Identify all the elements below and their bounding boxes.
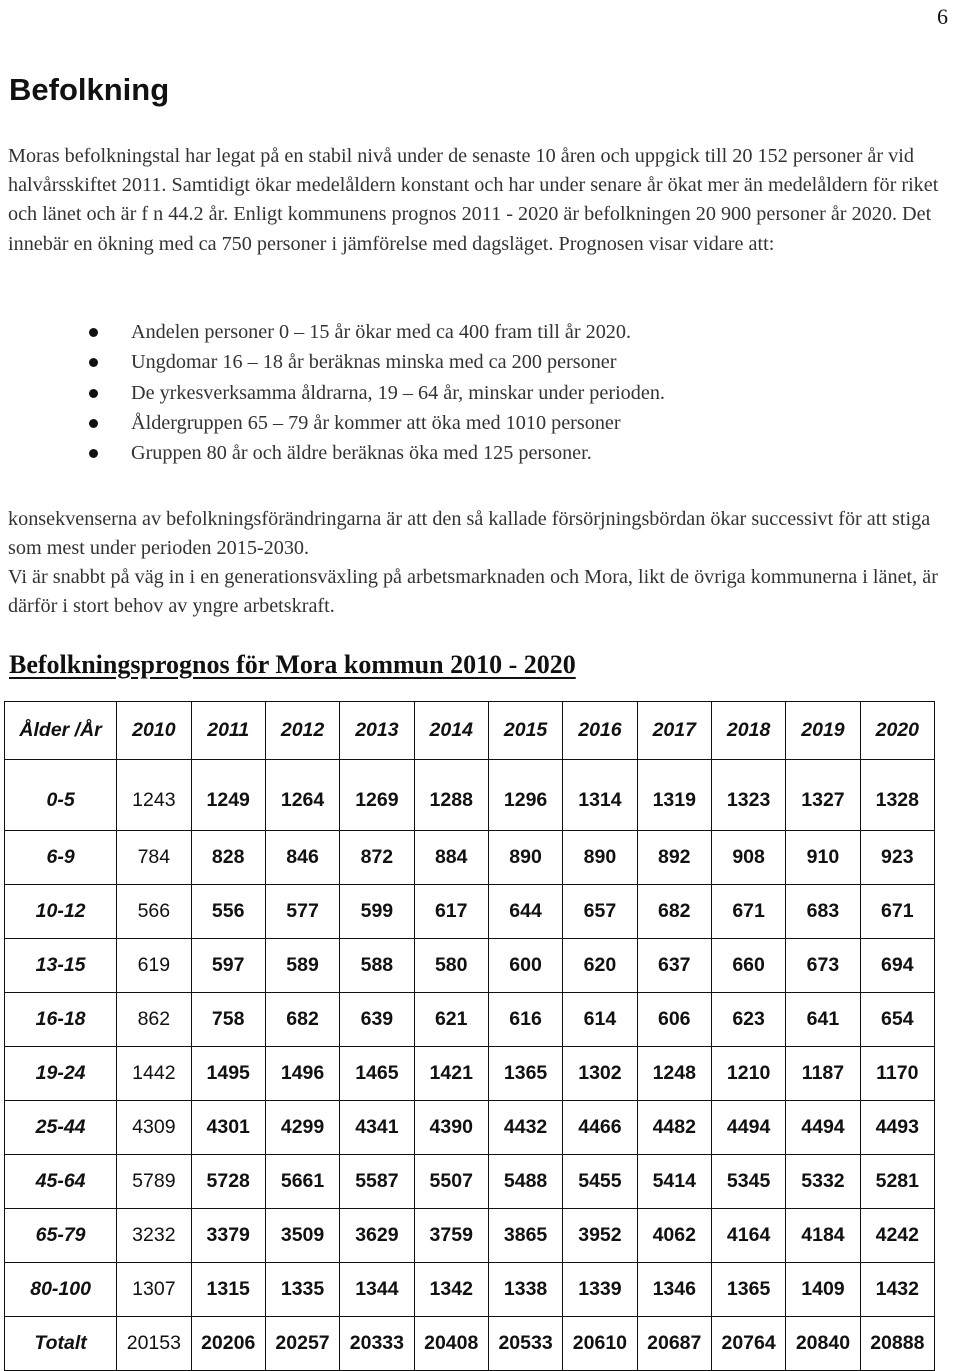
bullet-text: Ungdomar 16 – 18 år beräknas minska med ca 200 personer bbox=[131, 351, 617, 374]
population-cell: 619 bbox=[117, 939, 191, 993]
age-group-cell: 80-100 bbox=[5, 1263, 117, 1317]
population-cell: 4482 bbox=[637, 1101, 711, 1155]
population-cell: 1210 bbox=[711, 1047, 785, 1101]
page-number: 6 bbox=[937, 4, 948, 29]
table-row bbox=[5, 1263, 935, 1317]
table-row bbox=[5, 1209, 935, 1263]
population-cell: 657 bbox=[563, 885, 637, 939]
forecast-bullet-list bbox=[0, 317, 665, 468]
bullet-item bbox=[0, 408, 665, 438]
population-cell: 5488 bbox=[488, 1155, 562, 1209]
table-row bbox=[5, 1101, 935, 1155]
population-cell: 4301 bbox=[191, 1101, 265, 1155]
bullet-icon bbox=[89, 449, 98, 458]
population-cell: 890 bbox=[563, 831, 637, 885]
column-header-year: 2018 bbox=[711, 702, 785, 760]
table-row bbox=[5, 885, 935, 939]
age-group-cell: 25-44 bbox=[5, 1101, 117, 1155]
table-header-row bbox=[5, 702, 935, 760]
population-cell: 5587 bbox=[340, 1155, 414, 1209]
conclusion-text bbox=[8, 505, 956, 621]
population-cell: 644 bbox=[488, 885, 562, 939]
population-cell: 4062 bbox=[637, 1209, 711, 1263]
bullet-item bbox=[0, 317, 665, 347]
table-body bbox=[5, 760, 935, 1371]
population-cell: 641 bbox=[786, 993, 860, 1047]
population-cell: 784 bbox=[117, 831, 191, 885]
population-cell: 577 bbox=[265, 885, 339, 939]
population-cell: 694 bbox=[860, 939, 934, 993]
age-group-cell: 10-12 bbox=[5, 885, 117, 939]
population-cell: 20408 bbox=[414, 1317, 488, 1371]
population-cell: 1307 bbox=[117, 1263, 191, 1317]
population-cell: 606 bbox=[637, 993, 711, 1047]
population-cell: 1319 bbox=[637, 760, 711, 831]
population-cell: 1335 bbox=[265, 1263, 339, 1317]
population-cell: 1269 bbox=[340, 760, 414, 831]
age-group-cell: 16-18 bbox=[5, 993, 117, 1047]
table-row bbox=[5, 1047, 935, 1101]
population-cell: 892 bbox=[637, 831, 711, 885]
population-cell: 20533 bbox=[488, 1317, 562, 1371]
population-cell: 1338 bbox=[488, 1263, 562, 1317]
bullet-text: De yrkesverksamma åldrarna, 19 – 64 år, minskar under perioden. bbox=[131, 381, 665, 404]
table-row bbox=[5, 831, 935, 885]
population-cell: 682 bbox=[637, 885, 711, 939]
population-cell: 600 bbox=[488, 939, 562, 993]
population-cell: 1302 bbox=[563, 1047, 637, 1101]
population-cell: 5332 bbox=[786, 1155, 860, 1209]
population-cell: 4184 bbox=[786, 1209, 860, 1263]
population-cell: 1323 bbox=[711, 760, 785, 831]
bullet-icon bbox=[89, 328, 98, 337]
population-cell: 1496 bbox=[265, 1047, 339, 1101]
population-cell: 846 bbox=[265, 831, 339, 885]
population-cell: 872 bbox=[340, 831, 414, 885]
population-cell: 660 bbox=[711, 939, 785, 993]
table-row bbox=[5, 993, 935, 1047]
table-row bbox=[5, 1155, 935, 1209]
population-cell: 589 bbox=[265, 939, 339, 993]
population-cell: 599 bbox=[340, 885, 414, 939]
population-cell: 597 bbox=[191, 939, 265, 993]
population-cell: 1296 bbox=[488, 760, 562, 831]
column-header-year: 2020 bbox=[860, 702, 934, 760]
population-cell: 3232 bbox=[117, 1209, 191, 1263]
population-cell: 1409 bbox=[786, 1263, 860, 1317]
bullet-item bbox=[0, 378, 665, 408]
population-cell: 1328 bbox=[860, 760, 934, 831]
population-cell: 908 bbox=[711, 831, 785, 885]
table-title: Befolkningsprognos för Mora kommun 2010 - 2020 bbox=[9, 650, 576, 679]
column-header-year: 2015 bbox=[488, 702, 562, 760]
population-cell: 620 bbox=[563, 939, 637, 993]
population-cell: 5414 bbox=[637, 1155, 711, 1209]
population-cell: 4494 bbox=[711, 1101, 785, 1155]
population-cell: 3509 bbox=[265, 1209, 339, 1263]
population-cell: 4390 bbox=[414, 1101, 488, 1155]
column-header-year: 2019 bbox=[786, 702, 860, 760]
bullet-text: Gruppen 80 år och äldre beräknas öka med 125 personer. bbox=[131, 442, 592, 465]
population-cell: 5455 bbox=[563, 1155, 637, 1209]
conclusion-paragraph: Vi är snabbt på väg in i en generationsväxling på arbetsmarknaden och Mora, likt de övriga kommunerna i länet, är därför i stort behov av yngre arbetskraft. bbox=[8, 566, 938, 617]
population-cell: 623 bbox=[711, 993, 785, 1047]
population-cell: 5728 bbox=[191, 1155, 265, 1209]
population-cell: 20153 bbox=[117, 1317, 191, 1371]
population-cell: 1249 bbox=[191, 760, 265, 831]
population-cell: 4164 bbox=[711, 1209, 785, 1263]
population-cell: 1243 bbox=[117, 760, 191, 831]
age-group-cell: 45-64 bbox=[5, 1155, 117, 1209]
population-cell: 673 bbox=[786, 939, 860, 993]
population-cell: 1365 bbox=[711, 1263, 785, 1317]
population-cell: 1314 bbox=[563, 760, 637, 831]
population-cell: 890 bbox=[488, 831, 562, 885]
population-forecast-table bbox=[4, 701, 935, 1371]
population-cell: 1346 bbox=[637, 1263, 711, 1317]
population-cell: 1187 bbox=[786, 1047, 860, 1101]
population-cell: 1421 bbox=[414, 1047, 488, 1101]
population-cell: 20764 bbox=[711, 1317, 785, 1371]
age-group-cell: 65-79 bbox=[5, 1209, 117, 1263]
age-group-cell: 13-15 bbox=[5, 939, 117, 993]
population-cell: 614 bbox=[563, 993, 637, 1047]
population-cell: 910 bbox=[786, 831, 860, 885]
column-header-year: 2016 bbox=[563, 702, 637, 760]
population-cell: 1288 bbox=[414, 760, 488, 831]
bullet-icon bbox=[89, 389, 98, 398]
population-cell: 682 bbox=[265, 993, 339, 1047]
section-heading: Befolkning bbox=[9, 72, 170, 107]
population-cell: 1495 bbox=[191, 1047, 265, 1101]
population-cell: 4299 bbox=[265, 1101, 339, 1155]
population-cell: 4309 bbox=[117, 1101, 191, 1155]
population-cell: 4432 bbox=[488, 1101, 562, 1155]
population-cell: 1248 bbox=[637, 1047, 711, 1101]
population-cell: 20206 bbox=[191, 1317, 265, 1371]
column-header-year: 2012 bbox=[265, 702, 339, 760]
population-cell: 556 bbox=[191, 885, 265, 939]
population-cell: 1344 bbox=[340, 1263, 414, 1317]
population-cell: 654 bbox=[860, 993, 934, 1047]
population-cell: 20687 bbox=[637, 1317, 711, 1371]
population-cell: 580 bbox=[414, 939, 488, 993]
bullet-text: Åldergruppen 65 – 79 år kommer att öka med 1010 personer bbox=[131, 411, 621, 434]
bullet-text: Andelen personer 0 – 15 år ökar med ca 400 fram till år 2020. bbox=[131, 321, 632, 343]
population-cell: 588 bbox=[340, 939, 414, 993]
population-cell: 4341 bbox=[340, 1101, 414, 1155]
population-cell: 758 bbox=[191, 993, 265, 1047]
bullet-item bbox=[0, 347, 665, 377]
population-cell: 4493 bbox=[860, 1101, 934, 1155]
bullet-item bbox=[0, 438, 665, 468]
table-total-row bbox=[5, 1317, 935, 1371]
population-cell: 4242 bbox=[860, 1209, 934, 1263]
population-cell: 4494 bbox=[786, 1101, 860, 1155]
population-cell: 1170 bbox=[860, 1047, 934, 1101]
column-header-year: 2011 bbox=[191, 702, 265, 760]
population-cell: 566 bbox=[117, 885, 191, 939]
population-cell: 884 bbox=[414, 831, 488, 885]
population-cell: 621 bbox=[414, 993, 488, 1047]
table-row bbox=[5, 939, 935, 993]
column-header-year: 2013 bbox=[340, 702, 414, 760]
population-cell: 5661 bbox=[265, 1155, 339, 1209]
population-cell: 20610 bbox=[563, 1317, 637, 1371]
population-cell: 683 bbox=[786, 885, 860, 939]
population-cell: 3952 bbox=[563, 1209, 637, 1263]
intro-paragraph: Moras befolkningstal har legat på en stabil nivå under de senaste 10 åren och uppgick till 20 152 personer år vid halvårsskiftet 2011. Samtidigt ökar medelåldern konstant och har under senare år ökat mer än medelåldern för riket och länet och är f n 44.2 år. Enligt kommunens prognos 2011 - 2020 är befolkningen 20 900 personer år 2020. Det innebär en ökning med ca 750 personer i jämförelse med dagsläget. Prognosen visar vidare att: bbox=[8, 145, 939, 255]
population-cell: 1365 bbox=[488, 1047, 562, 1101]
column-header-age: Ålder /År bbox=[5, 702, 117, 760]
population-cell: 5345 bbox=[711, 1155, 785, 1209]
population-cell: 923 bbox=[860, 831, 934, 885]
population-cell: 1264 bbox=[265, 760, 339, 831]
population-cell: 639 bbox=[340, 993, 414, 1047]
population-cell: 862 bbox=[117, 993, 191, 1047]
population-cell: 3379 bbox=[191, 1209, 265, 1263]
population-cell: 1342 bbox=[414, 1263, 488, 1317]
population-cell: 20840 bbox=[786, 1317, 860, 1371]
population-cell: 5789 bbox=[117, 1155, 191, 1209]
population-cell: 1339 bbox=[563, 1263, 637, 1317]
population-cell: 671 bbox=[860, 885, 934, 939]
bullet-icon bbox=[89, 358, 98, 367]
population-cell: 1442 bbox=[117, 1047, 191, 1101]
population-cell: 1327 bbox=[786, 760, 860, 831]
population-cell: 828 bbox=[191, 831, 265, 885]
population-cell: 20333 bbox=[340, 1317, 414, 1371]
population-cell: 5281 bbox=[860, 1155, 934, 1209]
population-cell: 671 bbox=[711, 885, 785, 939]
age-group-cell: Totalt bbox=[5, 1317, 117, 1371]
age-group-cell: 19-24 bbox=[5, 1047, 117, 1101]
column-header-year: 2010 bbox=[117, 702, 191, 760]
table-row bbox=[5, 760, 935, 831]
population-cell: 1432 bbox=[860, 1263, 934, 1317]
population-cell: 1315 bbox=[191, 1263, 265, 1317]
population-cell: 3759 bbox=[414, 1209, 488, 1263]
population-cell: 617 bbox=[414, 885, 488, 939]
column-header-year: 2017 bbox=[637, 702, 711, 760]
population-cell: 1465 bbox=[340, 1047, 414, 1101]
population-cell: 5507 bbox=[414, 1155, 488, 1209]
population-cell: 3629 bbox=[340, 1209, 414, 1263]
population-cell: 20257 bbox=[265, 1317, 339, 1371]
population-cell: 20888 bbox=[860, 1317, 934, 1371]
population-cell: 637 bbox=[637, 939, 711, 993]
column-header-year: 2014 bbox=[414, 702, 488, 760]
population-cell: 3865 bbox=[488, 1209, 562, 1263]
age-group-cell: 0-5 bbox=[5, 760, 117, 831]
population-cell: 616 bbox=[488, 993, 562, 1047]
age-group-cell: 6-9 bbox=[5, 831, 117, 885]
bullet-icon bbox=[89, 419, 98, 428]
population-cell: 4466 bbox=[563, 1101, 637, 1155]
conclusion-paragraph: konsekvenserna av befolkningsförändringarna är att den så kallade försörjningsbördan ökar successivt för att stiga som mest under perioden 2015-2030. bbox=[8, 508, 931, 559]
